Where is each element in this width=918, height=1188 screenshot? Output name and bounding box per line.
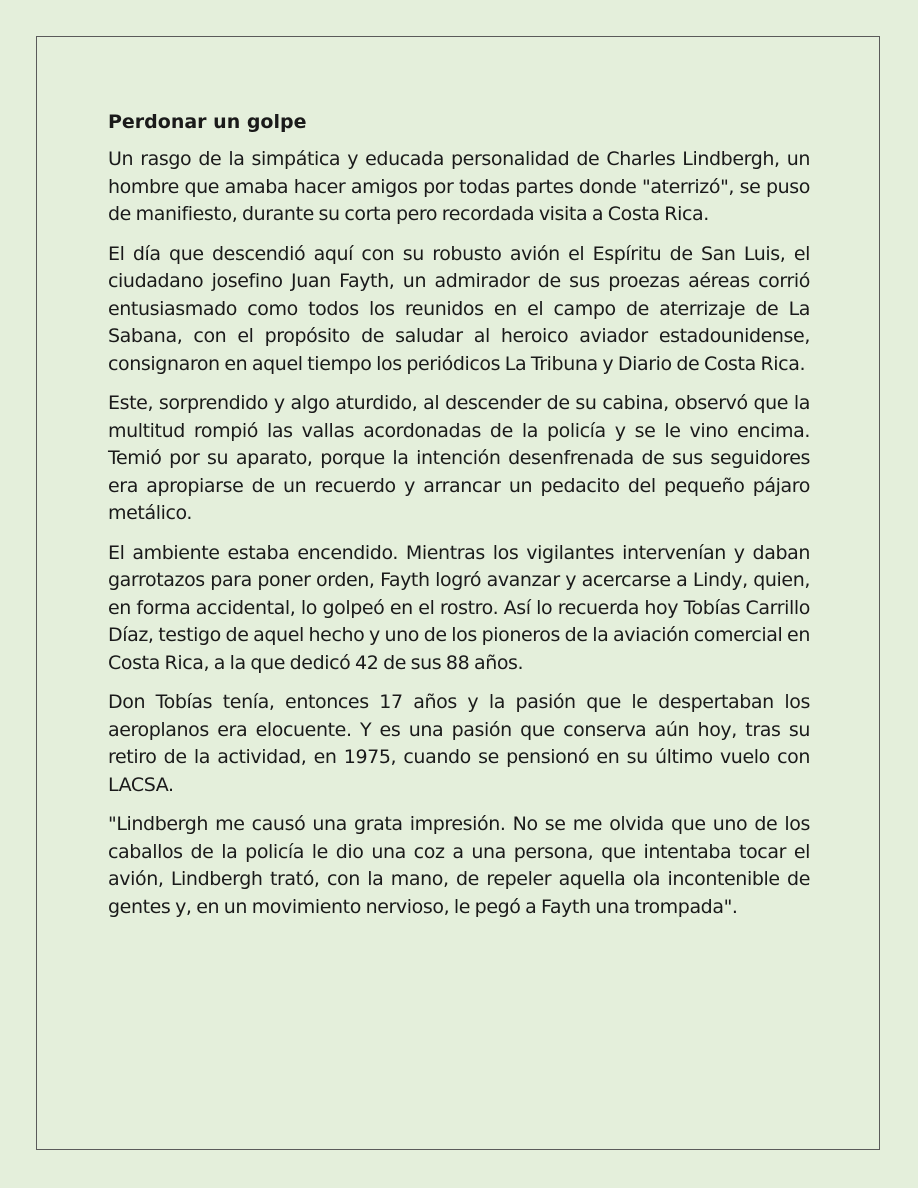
- paragraph-3: Este, sorprendido y algo aturdido, al descender de su cabina, observó que la multitud rompió las vallas acordonadas de la policía y se le vino encima. Temió por su aparato, porque la intención desenfrenada de sus seguidores era apropiarse de un recuerdo y arrancar un pedacito del pequeño pájaro metálico.: [108, 392, 810, 524]
- paragraph-1: Un rasgo de la simpática y educada personalidad de Charles Lindbergh, un hombre que amaba hacer amigos por todas partes donde "aterrizó", se puso de manifiesto, durante su corta pero recordada visita a Costa Rica.: [108, 148, 810, 225]
- article-title: Perdonar un golpe: [108, 111, 307, 133]
- paragraph-5: Don Tobías tenía, entonces 17 años y la pasión que le despertaban los aeroplanos era elocuente. Y es una pasión que conserva aún hoy, tras su retiro de la actividad, en 1975, cuando se pensionó en su último vuelo con LACSA.: [108, 691, 810, 796]
- paragraph-2: El día que descendió aquí con su robusto avión el Espíritu de San Luis, el ciudadano josefino Juan Fayth, un admirador de sus proezas aéreas corrió entusiasmado como todos los reunidos en el campo de aterrizaje de La Sabana, con el propósito de saludar al heroico aviador estadounidense, consignaron en aquel tiempo los periódicos La Tribuna y Diario de Costa Rica.: [108, 242, 810, 375]
- paragraph-6: "Lindbergh me causó una grata impresión. No se me olvida que uno de los caballos de la policía le dio una coz a una persona, que intentaba tocar el avión, Lindbergh trató, con la mano, de repeler aquella ola incontenible de gentes y, en un movimiento nervioso, le pegó a Fayth una trompada".: [108, 813, 810, 918]
- paragraph-4: El ambiente estaba encendido. Mientras los vigilantes intervenían y daban garrotazos para poner orden, Fayth logró avanzar y acercarse a Lindy, quien, en forma accidental, lo golpeó en el rostro. Así lo recuerda hoy Tobías Carrillo Díaz, testigo de aquel hecho y uno de los pioneros de la aviación comercial en Costa Rica, a la que dedicó 42 de sus 88 años.: [108, 541, 810, 674]
- article-body: [108, 108, 810, 933]
